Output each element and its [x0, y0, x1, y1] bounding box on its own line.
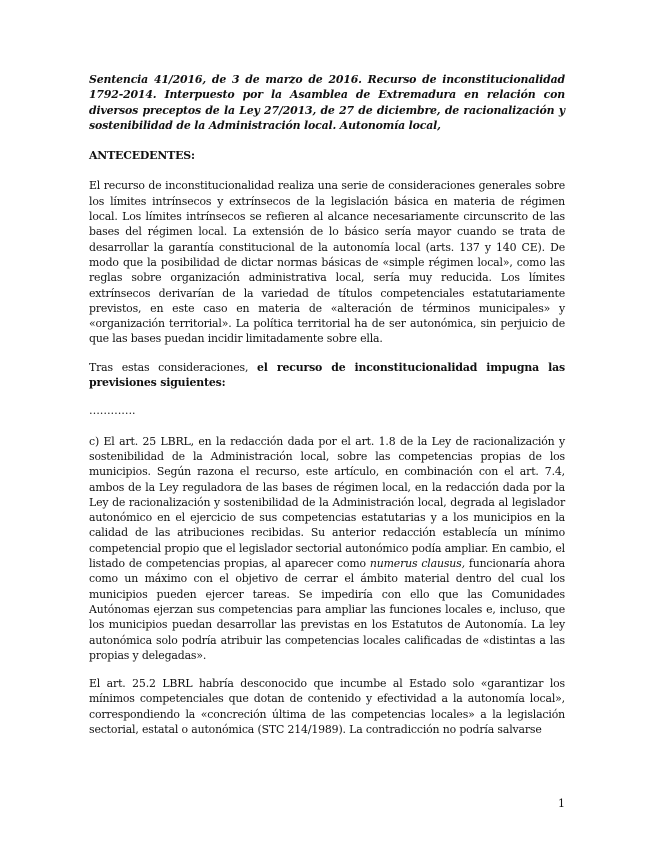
paragraph-2-bold: el recurso de inconstitucionalidad impugna las previsiones siguientes:	[89, 360, 565, 390]
ellipsis-separator: ………….	[89, 404, 136, 418]
paragraph-3-italic: numerus clausus,	[369, 557, 465, 571]
paragraph-1: El recurso de inconstitucionalidad realiza una serie de consideraciones generales sobre los límites intrínsecos y extrínsecos de la legislación básica en materia de régimen local. Los límites intrínsecos se refieren al alcance necesariamente circunscrito de las bases del régimen local. La extensión de lo básico sería mayor cuando se trata de desarrollar la garantía constitucional de la autonomía local (arts. 137 y 140 CE). De modo que la posibilidad de dictar normas básicas de «simple régimen local», como las reglas sobre organización administrativa local, sería muy reducida. Los límites extrínsecos derivarían de la variedad de títulos competenciales estatutariamente previstos, en este caso en materia de «alteración de términos municipales» y «organización territorial». La política territorial ha de ser autonómica, sin perjuicio de que las bases puedan incidir limitadamente sobre ella.	[89, 179, 565, 346]
document-title: Sentencia 41/2016, de 3 de marzo de 2016. Recurso de inconstitucionalidad 1792-2014. Interpuesto por la Asamblea de Extremadura en relación con diversos preceptos de la Ley 27/2013, de 27 de diciembre, de racionalización y sostenibilidad de la Administración local. Autonomía local,	[89, 73, 565, 132]
paragraph-2	[89, 360, 565, 391]
section-heading: ANTECEDENTES:	[89, 149, 195, 163]
paragraph-3-part-b: funcionaría ahora como un máximo con el objetivo de cerrar el ámbito material dentro del cual los municipios pueden ejercer tareas. Se impediría con ello que las Comunidades Autónomas ejerzan sus competencias para ampliar las funciones locales e, incluso, que los municipios puedan desarrollar las previstas en los Estatutos de Autonomía. La ley autonómica solo podría atribuir las competencias locales calificadas de «distintas a las propias y delegadas».	[89, 557, 565, 662]
paragraph-3	[89, 434, 565, 663]
page-number: 1	[558, 797, 565, 810]
paragraph-3-part-a: c) El art. 25 LBRL, en la redacción dada por el art. 1.8 de la Ley de racionalización y sostenibilidad de la Administración local, sobre las competencias propias de los municipios. Según razona el recurso, este artículo, en combinación con el art. 7.4, ambos de la Ley reguladora de las bases de régimen local, en la redacción dada por la Ley de racionalización y sostenibilidad de la Administración local, degrada al legislador autonómico en el ejercicio de sus competencias estatutarias y a los municipios en la calidad de las atribuciones recibidas. Su anterior redacción establecía un mínimo competencial propio que el legislador sectorial autonómico podía ampliar. En cambio, el listado de competencias propias, al aparecer como	[89, 434, 565, 571]
document-body	[89, 72, 565, 750]
paragraph-2-intro: Tras estas consideraciones,	[89, 360, 258, 374]
paragraph-4: El art. 25.2 LBRL habría desconocido que incumbe al Estado solo «garantizar los mínimos competenciales que dotan de contenido y efectividad a la autonomía local», correspondiendo la «concreción última de las competencias locales» a la legislación sectorial, estatal o autonómica (STC 214/1989). La contradicción no podría salvarse	[89, 677, 565, 736]
